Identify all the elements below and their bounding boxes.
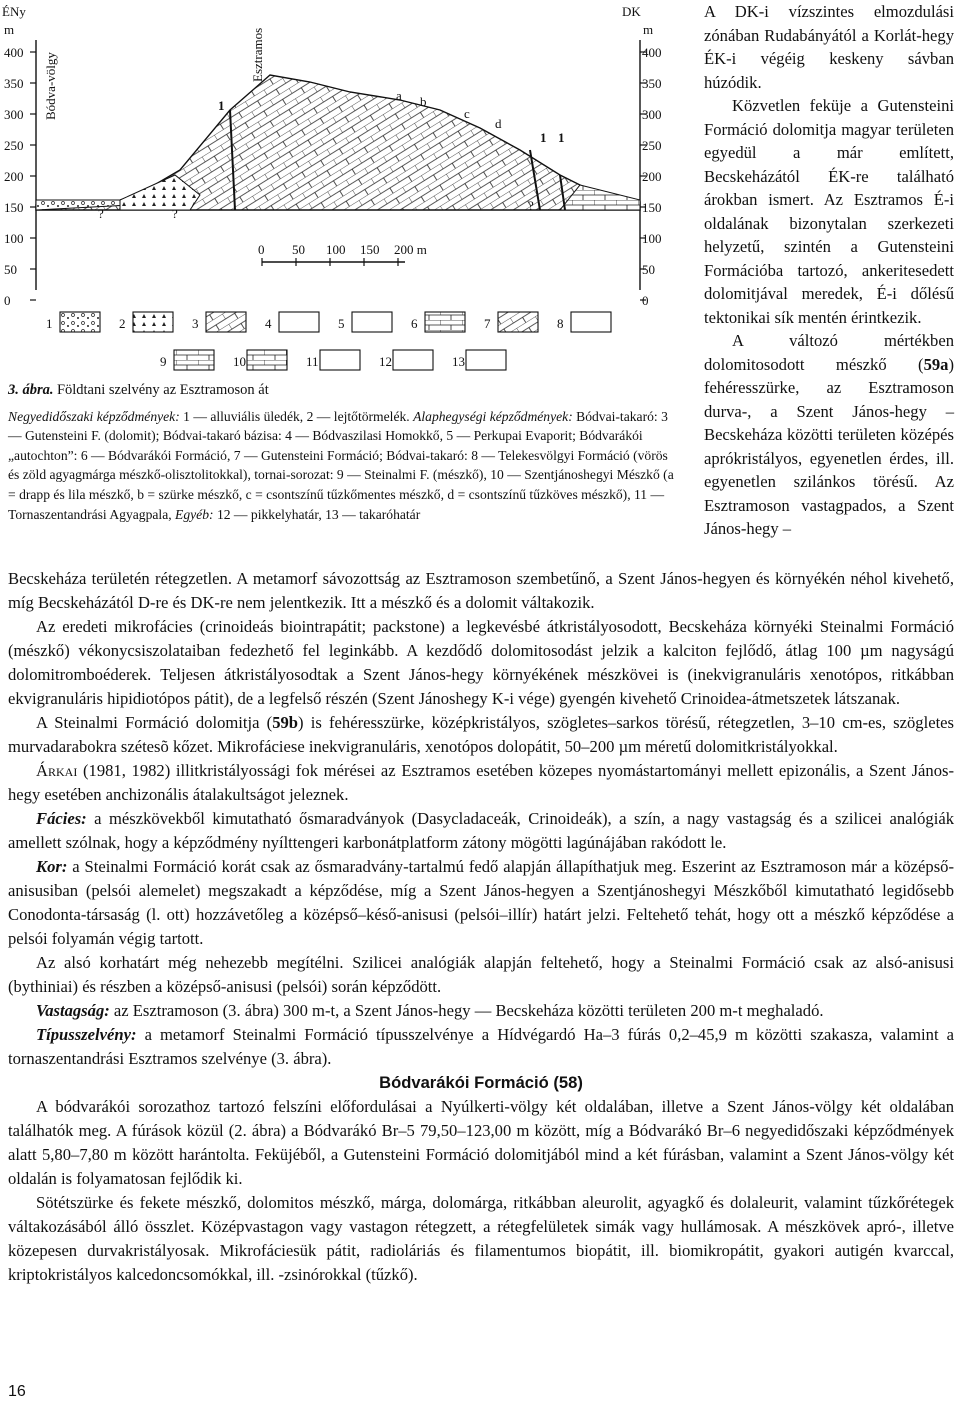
section-letter-d: d bbox=[495, 116, 502, 131]
legend-number: 10 bbox=[233, 354, 246, 369]
left-axis-tick-label: 200 bbox=[4, 169, 24, 184]
paragraph-bodvarako-2: Sötétszürke és fekete mészkő, dolomitos mészkő, márga, dolomárga, ritkábban aleurolit, agyagkő és dolaleurit, valamint tűzkőrétegek váltakozásából álló összlet. Középvastagon vagy vastagon rétegzett, a rétegfelületek simák vagy hullámosak. A mészkövek apró-, illetve közepesen durvakristályosak. Mikrofáciesük pátit, radioláriás és filamentumos biopátit, ill. biomikropátit, gyakori autigén kvarccal, kriptokristályos kalcedoncsomókkal, ill. -zsinórokkal (tűzkő). bbox=[8, 1193, 954, 1284]
right-unit-label: m bbox=[643, 22, 654, 37]
legend-number: 8 bbox=[557, 316, 564, 331]
scale-label: 0 bbox=[258, 242, 265, 257]
legend-number: 5 bbox=[338, 316, 345, 331]
legend-number: 6 bbox=[411, 316, 418, 331]
caption-quaternary-text: 1 — alluviális üledék, 2 — lejtőtörmelék. bbox=[183, 408, 410, 424]
paragraph-age bbox=[8, 855, 954, 951]
legend-swatch bbox=[393, 350, 433, 370]
side-p3-a: A változó mértékben dolomitosodott mészkő ( bbox=[704, 331, 954, 374]
legend-swatch bbox=[352, 312, 392, 332]
p5-unit: 59b bbox=[272, 713, 299, 732]
paragraph-arkai bbox=[8, 759, 954, 807]
main-body-text bbox=[8, 567, 954, 1287]
cross-section-drawing bbox=[0, 0, 690, 380]
author-arkai: Árkai bbox=[36, 761, 78, 780]
thickness-label: Vastagság: bbox=[36, 1001, 110, 1020]
legend-number: 2 bbox=[119, 316, 126, 331]
thickness-text: az Esztramoson (3. ábra) 300 m-t, a Szent János-hegy — Becskeháza közötti területen 200 m-t meghaladó. bbox=[109, 1001, 824, 1020]
legend-number: 11 bbox=[306, 354, 319, 369]
type-section-text: a metamorf Steinalmi Formáció típusszelvénye a Hídvégardó Ha–3 fúrás 0,2–45,9 m közötti szakasza, valamint a tornaszentandrási Esztramos szelvénye (3. ábra). bbox=[8, 1025, 954, 1068]
legend-number: 3 bbox=[192, 316, 199, 331]
se-direction-label: DK bbox=[622, 4, 641, 19]
side-p3-c: ) fehéresszürke, az Esztramoson durva-, a Szent János-hegy – Becskeháza közötti területen középés aprókristályos, egyenetlen érdes, ill. egyenetlen szilánkos törésű. Az Esztramoson vastagpados, a Szent János-hegy – bbox=[704, 354, 954, 538]
geological-section-figure bbox=[0, 0, 690, 380]
legend-swatch bbox=[60, 312, 100, 332]
caption-title: Földtani szelvény az Esztramoson át bbox=[56, 382, 269, 398]
caption-basement-label: Alaphegységi képződmények: bbox=[413, 408, 573, 424]
left-axis-tick-label: 0 bbox=[4, 293, 11, 308]
left-axis-tick-label: 100 bbox=[4, 231, 24, 246]
age-label: Kor: bbox=[36, 857, 68, 876]
side-paragraph-1: A DK-i vízszintes elmozdulási zónában Rudabányától a Korlát-hegy ÉK-i végéig keskeny sávban húzódik. bbox=[704, 2, 954, 92]
caption-other-text: 12 — pikkelyhatár, 13 — takaróhatár bbox=[216, 506, 421, 522]
right-axis-tick-label: 350 bbox=[642, 76, 662, 91]
right-axis-tick-label: 400 bbox=[642, 45, 662, 60]
legend-swatch bbox=[279, 312, 319, 332]
p6-text: (1981, 1982) illitkristályossági fok mérései az Esztramos esetében közepes nyomástartományi mellett epizonális, a Szent János-hegy esetében anchizonális átalakultságot jeleznek. bbox=[8, 761, 954, 804]
paragraph-bodvarako-1: A bódvarákói sorozathoz tartozó felszíni előfordulásai a Nyúlkerti-völgy két oldalában, illetve a Szent János-völgy két oldalában találhatók meg. A fúrások közül (2. ábra) a Bódvarákó Br–5 79,50–123,00 m között, míg a Bódvarákó Br–6 negyedidőszaki képződmények alatt 5,80–7,80 m között harántolta. Feküjéből, a Gutensteini Formáció dolomitjából mind a két fúrásban, valamint a Szent János-völgy két oldalán is folyamatosan fejlődik ki. bbox=[8, 1097, 954, 1188]
paragraph-thickness bbox=[8, 999, 954, 1023]
section-heading: Bódvarákói Formáció (58) bbox=[379, 1073, 583, 1092]
legend-number: 7 bbox=[484, 316, 491, 331]
legend-swatch bbox=[498, 312, 538, 332]
esztramos-label: Esztramos bbox=[250, 27, 265, 82]
fault-mark-2: 1 bbox=[540, 130, 547, 145]
side-paragraph-2: Közvetlen feküje a Gutensteini Formáció dolomitja magyar területen egyedül a már említett, Becskeházától ÉK-re található árokban ismert. Az Esztramos É-i oldalának bizonytalan szerkezeti helyzetű, szintén a Gutensteini Formációba tartozó, ankeritesedett dolomitjával meredek, É-i dőlésű tektonikai sík mentén érintkezik. bbox=[704, 96, 954, 327]
bodva-valley-label: Bódva-völgy bbox=[43, 52, 58, 120]
side-column-text bbox=[704, 0, 954, 541]
legend-swatch bbox=[247, 350, 287, 370]
legend-number: 12 bbox=[379, 354, 392, 369]
left-axis-tick-label: 150 bbox=[4, 200, 24, 215]
question-mark-2: ? bbox=[172, 206, 178, 221]
legend-number: 4 bbox=[265, 316, 272, 331]
paragraph-type-section bbox=[8, 1023, 954, 1071]
legend-swatch bbox=[133, 312, 173, 332]
right-axis-tick-label: 250 bbox=[642, 138, 662, 153]
caption-number: 3. ábra. bbox=[8, 382, 54, 398]
question-mark-3: ? bbox=[528, 198, 534, 213]
left-axis-tick-label: 250 bbox=[4, 138, 24, 153]
right-axis-tick-label: 50 bbox=[642, 262, 655, 277]
legend-swatch bbox=[425, 312, 465, 332]
left-axis-tick-label: 300 bbox=[4, 107, 24, 122]
right-elevation-axis bbox=[640, 40, 662, 308]
scale-label: 200 m bbox=[394, 242, 427, 257]
scale-label: 150 bbox=[360, 242, 380, 257]
type-section-label: Típusszelvény: bbox=[36, 1025, 137, 1044]
legend-swatch bbox=[206, 312, 246, 332]
legend-swatch bbox=[174, 350, 214, 370]
question-mark-1: ? bbox=[98, 206, 104, 221]
left-axis-tick-label: 400 bbox=[4, 45, 24, 60]
right-axis-tick-label: 150 bbox=[642, 200, 662, 215]
p5-c: ) is fehéresszürke, középkristályos, szögletes–sarkos törésű, rétegzetlen, 3–10 cm-es, szögletes murvadarabokra szétesõ kőzet. Mikrofáciese inekvigranuláris, xenotópos dolopátit, 50–200 µm méretű dolomitkristályokkal. bbox=[8, 713, 954, 756]
caption-basement-text: Bódvai-takaró: 3 — Gutensteini F. (dolomit); Bódvai-takaró bázisa: 4 — Bódvaszilasi Homokkő, 5 — Perkupai Evaporit; Bódvarákói „autochton”: 6 — Bódvarákói Formáció, 7 — Gutensteini Formáció; Bódvai-takaró: 8 — Telekesvölgyi Formáció (vörös és zöld agyagmárga mészkő-olisztolitokkal), tornai-sorozat: 9 — Steinalmi F. (mészkő), 10 — Szentjánoshegyi Mészkő (a = drapp és lila mészkő, b = szürke mészkő, c = csontszínű tűzkőmentes mészkő, d = csontszínű tűzköves mészkő), 11 — Tornaszentandrási Agyagpala, bbox=[8, 408, 674, 522]
facies-text: a mészkövekből kimutatható ősmaradványok (Dasycladaceák, Crinoideák), a szín, a nagy vastagság és a szilicei analógiák amellett szólnak, hogy a képződmény nyílttengeri karbonátplatform zátony mögötti lagúnájában rakódott le. bbox=[8, 809, 954, 852]
right-axis-tick-label: 100 bbox=[642, 231, 662, 246]
page-number: 16 bbox=[8, 1383, 26, 1400]
age-text: a Steinalmi Formáció korát csak az ősmaradvány-tartalmú fedő alapján állapíthatjuk meg. Eszerint az Esztramoson már a középső-anisusiban (pelsói alemelet) megszakadt a képződése, míg a Szent János-hegyen a Szentjánoshegyi Mészkőből kimutatható legidősebb Conodonta-társaság (l. ott) hozzávetőleg a középső–késő-anisusi (pelsói–illír) határt jelzi. Feltehető tehát, hogy ott a mészkő képződése a pelsói folyamán végig tartott. bbox=[8, 857, 954, 948]
legend-swatch bbox=[466, 350, 506, 370]
legend-number: 9 bbox=[160, 354, 167, 369]
p5-a: A Steinalmi Formáció dolomitja ( bbox=[36, 713, 273, 732]
scale-bar bbox=[258, 242, 427, 266]
side-p3-unit: 59a bbox=[923, 354, 949, 374]
side-paragraph-3 bbox=[704, 329, 954, 541]
legend bbox=[46, 312, 611, 370]
paragraph-facies bbox=[8, 807, 954, 855]
left-axis-tick-label: 50 bbox=[4, 262, 17, 277]
caption-quaternary-label: Negyedidőszaki képződmények: bbox=[8, 408, 180, 424]
left-elevation-axis bbox=[4, 40, 36, 308]
section-letter-b: b bbox=[420, 94, 427, 109]
left-axis-tick-label: 350 bbox=[4, 76, 24, 91]
fault-mark-1: 1 bbox=[218, 98, 225, 113]
paragraph-lower-age: Az alsó korhatárt még nehezebb megítélni. Szilicei analógiák alapján feltehető, hogy a Steinalmi Formáció csak az alsó-anisusi (bythiniai) és részben a középső-anisusi (pelsói) során képződött. bbox=[8, 953, 954, 996]
legend-swatch bbox=[571, 312, 611, 332]
paragraph-microfacies: Az eredeti mikrofácies (crinoideás biointrapátit; packstone) a legkevésbé átkristályosodott, Becskeháza környéki Steinalmi Formáció (mészkő) vékonycsiszolataiban fedezhető fel leginkább. A kezdődő dolomitosodást jelzik a kalciton fejlődő, átlag 100 µm nagyságú dolomitromboéderek. Teljesen átkristályosodtak a Szent János-hegy környékének mészkövei is (inekvigranuláris xenotópos, ritkábban ekvigranuláris hipidiotópos pátit), de a legfelső részén (Szent Jánoshegy K-i vége) gyengén kivehető Crinoidea-átmetszetek látszanak. bbox=[8, 617, 954, 708]
facies-label: Fácies: bbox=[36, 809, 87, 828]
legend-swatch bbox=[320, 350, 360, 370]
legend-number: 1 bbox=[46, 316, 53, 331]
figure-caption bbox=[8, 380, 676, 524]
section-letter-c: c bbox=[464, 106, 470, 121]
right-axis-tick-label: 200 bbox=[642, 169, 662, 184]
fault-mark-3: 1 bbox=[558, 130, 565, 145]
right-axis-tick-label: 300 bbox=[642, 107, 662, 122]
scale-label: 100 bbox=[326, 242, 346, 257]
rock-profile bbox=[36, 75, 640, 210]
nw-direction-label: ÉNy bbox=[2, 4, 26, 19]
right-axis-tick-label: 0 bbox=[642, 293, 649, 308]
paragraph-continuation: Becskeháza területén rétegzetlen. A metamorf sávozottság az Esztramoson szembetűnő, a Szent János-hegyen és környékén néhol kivehető, míg Becskeházától D-re és DK-re nem jelentkezik. Itt a mészkő és a dolomit váltakozik. bbox=[8, 569, 954, 612]
legend-number: 13 bbox=[452, 354, 465, 369]
scale-label: 50 bbox=[292, 242, 305, 257]
caption-other-label: Egyéb: bbox=[175, 506, 214, 522]
paragraph-dolomite bbox=[8, 711, 954, 759]
section-letter-a: a bbox=[396, 88, 402, 103]
left-unit-label: m bbox=[4, 22, 15, 37]
